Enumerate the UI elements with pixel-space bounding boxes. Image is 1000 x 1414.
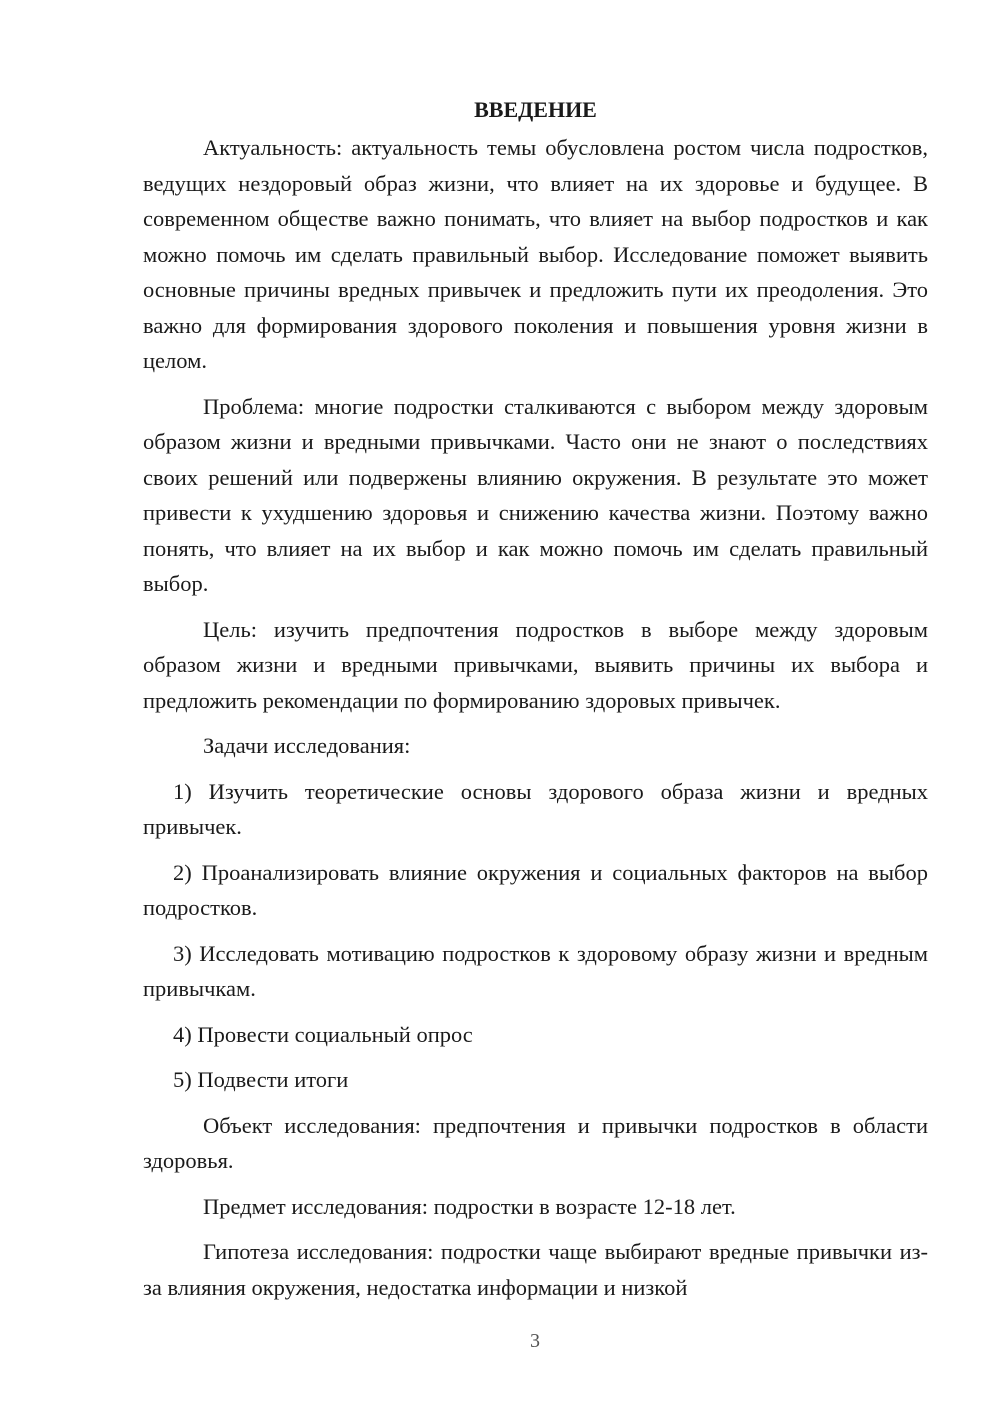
paragraph-relevance: Актуальность: актуальность темы обусловлена ростом числа подростков, ведущих нездоровый образ жизни, что влияет на их здоровье и будущее. В современном обществе важно понимать, что влияет на выбор подростков и как можно помочь им сделать правильный выбор. Исследование поможет выявить основные причины вредных привычек и предложить пути их преодоления. Это важно для формирования здорового поколения и повышения уровня жизни в целом. [143,135,928,373]
paragraph-problem: Проблема: многие подростки сталкиваются с выбором между здоровым образом жизни и вредными привычками. Часто они не знают о последствиях своих решений или подвержены влиянию окружения. В результате это может привести к ухудшению здоровья и снижению качества жизни. Поэтому важно понять, что влияет на их выбор и как можно помочь им сделать правильный выбор. [143,393,928,596]
document-page [143,90,928,1315]
task-item: 2) Проанализировать влияние окружения и социальных факторов на выбор подростков. [143,859,928,920]
task-item: 3) Исследовать мотивацию подростков к здоровому образу жизни и вредным привычкам. [143,940,928,1001]
paragraph-tasks-intro: Задачи исследования: [203,733,411,758]
paragraph-goal: Цель: изучить предпочтения подростков в выборе между здоровым образом жизни и вредными привычками, выявить причины их выбора и предложить рекомендации по формированию здоровых привычек. [143,616,928,713]
task-item: 4) Провести социальный опрос [173,1021,473,1047]
page-number: 3 [530,1330,540,1352]
task-item: 1) Изучить теоретические основы здорового образа жизни и вредных привычек. [143,778,928,839]
paragraph-object: Объект исследования: предпочтения и привычки подростков в области здоровья. [143,1112,928,1173]
paragraph-hypothesis: Гипотеза исследования: подростки чаще выбирают вредные привычки из-за влияния окружения, недостатка информации и низкой [143,1239,928,1300]
task-item: 5) Подвести итоги [173,1067,349,1092]
paragraph-subject: Предмет исследования: подростки в возрасте 12-18 лет. [203,1193,736,1219]
section-heading: ВВЕДЕНИЕ [474,97,597,122]
